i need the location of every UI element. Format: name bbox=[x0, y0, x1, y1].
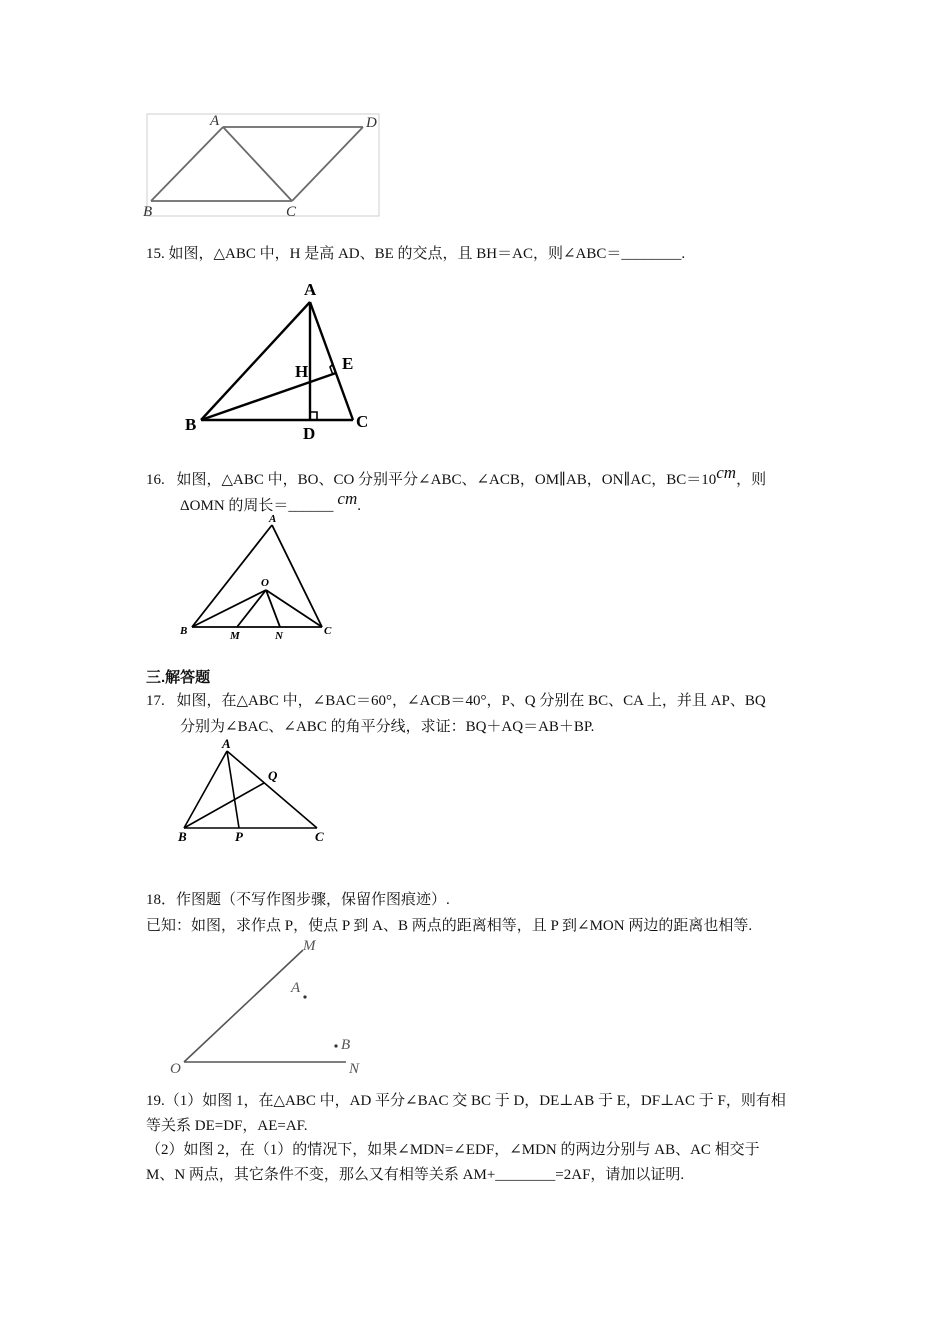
label-o: O bbox=[261, 577, 269, 589]
label-a: A bbox=[304, 280, 317, 299]
label-a: A bbox=[269, 513, 277, 525]
question-text: 如图，△ABC 中，BO、CO 分别平分∠ABC、∠ACB，OM∥AB，ON∥AC，BC＝10 bbox=[176, 472, 717, 488]
question-17-line2: 分别为∠BAC、∠ABC 的角平分线，求证：BQ＋AQ＝AB＋BP. bbox=[180, 719, 595, 735]
segment-ab bbox=[201, 302, 310, 420]
label-c: C bbox=[286, 204, 297, 220]
segment-bo bbox=[192, 590, 266, 627]
label-c: C bbox=[315, 829, 324, 844]
segment-om bbox=[237, 590, 266, 627]
unit-cm: cm bbox=[337, 489, 358, 508]
figure-triangle-altitudes bbox=[178, 278, 378, 443]
question-17-line1 bbox=[146, 691, 766, 711]
label-b: B bbox=[143, 204, 153, 220]
bisector-ap bbox=[227, 751, 239, 828]
segment-cd bbox=[292, 127, 363, 201]
label-d: D bbox=[303, 424, 316, 443]
question-text-end: . bbox=[357, 498, 361, 514]
point-b bbox=[334, 1044, 337, 1047]
point-a bbox=[303, 995, 306, 998]
figure-angle-mon bbox=[160, 932, 380, 1077]
label-p: P bbox=[235, 829, 243, 844]
figure-triangle-bisectors bbox=[176, 512, 336, 647]
segment-ab bbox=[192, 525, 272, 627]
figure-parallelogram-abdc bbox=[140, 110, 385, 220]
question-text: 如图，△ABC 中，H 是高 AD、BE 的交点，且 BH＝AC，则∠ABC＝________. bbox=[168, 246, 686, 262]
question-number: 15. bbox=[146, 246, 165, 262]
label-q: Q bbox=[268, 768, 278, 783]
question-19-line4: M、N 两点，其它条件不变，那么又有相等关系 AM+________=2AF，请加以证明. bbox=[146, 1167, 685, 1183]
label-b: B bbox=[185, 415, 197, 434]
label-d: D bbox=[366, 115, 377, 131]
question-text-end: ，则 bbox=[736, 472, 767, 488]
question-19-line3: （2）如图 2，在（1）的情况下，如果∠MDN=∠EDF，∠MDN 的两边分别与 AB、AC 相交于 bbox=[146, 1142, 760, 1158]
label-b: B bbox=[341, 1037, 351, 1053]
label-b: B bbox=[180, 625, 188, 637]
label-m: M bbox=[303, 938, 316, 954]
label-a: A bbox=[291, 980, 301, 996]
segment-ac bbox=[272, 525, 322, 627]
label-a: A bbox=[222, 736, 231, 751]
label-n: N bbox=[275, 630, 283, 642]
question-text: 如图，在△ABC 中，∠BAC＝60°，∠ACB＝40°，P、Q 分别在 BC、CA 上，并且 AP、BQ bbox=[176, 693, 766, 709]
figure-triangle-apq bbox=[172, 733, 332, 848]
section-heading: 三.解答题 bbox=[146, 669, 211, 686]
label-n: N bbox=[349, 1061, 360, 1077]
question-text: ΔOMN 的周长＝______ bbox=[180, 498, 334, 514]
ray-om bbox=[184, 950, 303, 1062]
question-16-line1 bbox=[146, 463, 767, 490]
question-18-line2: 已知：如图，求作点 P，使点 P 到 A、B 两点的距离相等，且 P 到∠MON 两边的距离也相等. bbox=[146, 918, 753, 934]
question-number: 16. bbox=[146, 472, 165, 488]
label-h: H bbox=[295, 362, 309, 381]
label-o: O bbox=[170, 1061, 181, 1077]
question-19-line2: 等关系 DE=DF，AE=AF. bbox=[146, 1118, 308, 1134]
label-b: B bbox=[178, 829, 187, 844]
unit-cm: cm bbox=[716, 463, 737, 482]
segment-ab bbox=[151, 127, 223, 201]
label-c: C bbox=[324, 625, 332, 637]
question-19-line1: 19.（1）如图 1，在△ABC 中，AD 平分∠BAC 交 BC 于 D，DE⊥AB 于 E，DF⊥AC 于 F，则有相 bbox=[146, 1093, 786, 1109]
label-c: C bbox=[356, 412, 369, 431]
question-15 bbox=[146, 244, 685, 264]
question-18-line1: 18．作图题（不写作图步骤，保留作图痕迹）. bbox=[146, 892, 450, 908]
label-a: A bbox=[210, 113, 220, 129]
label-m: M bbox=[230, 630, 240, 642]
segment-ac bbox=[223, 127, 292, 201]
segment-ac bbox=[227, 751, 317, 828]
question-number: 17. bbox=[146, 693, 165, 709]
label-e: E bbox=[342, 354, 354, 373]
